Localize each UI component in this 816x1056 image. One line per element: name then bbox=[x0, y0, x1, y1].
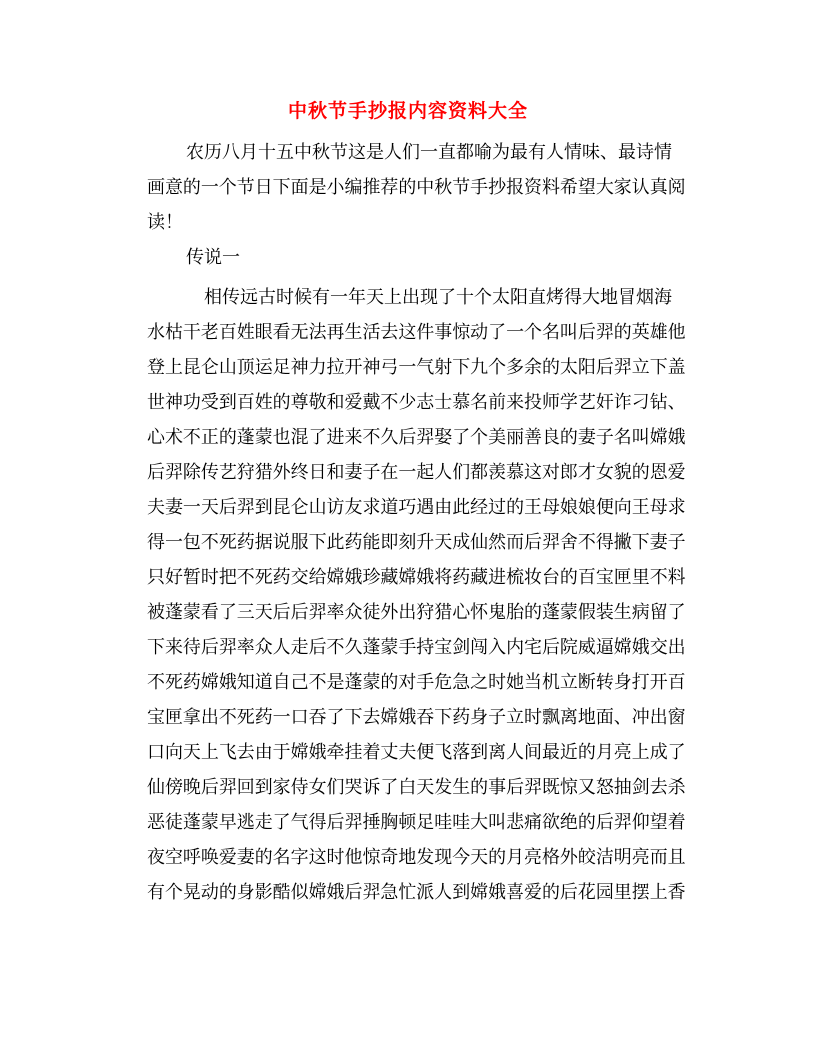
paragraph-line-15: 仙傍晚后羿回到家侍女们哭诉了白天发生的事后羿既惊又怒抽剑去杀 bbox=[147, 777, 686, 798]
paragraph-line-5: 心术不正的蓬蒙也混了进来不久后羿娶了个美丽善良的妻子名叫嫦娥 bbox=[147, 427, 686, 448]
paragraph-line-10: 被蓬蒙看了三天后后羿率众徒外出狩猎心怀鬼胎的蓬蒙假装生病留了 bbox=[147, 602, 686, 623]
paragraph-line-1: 相传远古时候有一年天上出现了十个太阳直烤得大地冒烟海 bbox=[204, 287, 672, 308]
paragraph-line-14: 口向天上飞去由于嫦娥牵挂着丈夫便飞落到离人间最近的月亮上成了 bbox=[147, 742, 686, 763]
section-heading: 传说一 bbox=[186, 247, 240, 268]
intro-line-3: 读！ bbox=[147, 212, 183, 233]
paragraph-line-11: 下来待后羿率众人走后不久蓬蒙手持宝剑闯入内宅后院威逼嫦娥交出 bbox=[147, 637, 686, 658]
paragraph-line-7: 夫妻一天后羿到昆仑山访友求道巧遇由此经过的王母娘娘便向王母求 bbox=[147, 497, 686, 518]
paragraph-line-13: 宝匣拿出不死药一口吞了下去嫦娥吞下药身子立时飘离地面、冲出窗 bbox=[147, 707, 686, 728]
paragraph-line-12: 不死药嫦娥知道自己不是蓬蒙的对手危急之时她当机立断转身打开百 bbox=[147, 672, 686, 693]
paragraph-line-6: 后羿除传艺狩猎外终日和妻子在一起人们都羡慕这对郎才女貌的恩爱 bbox=[147, 462, 686, 483]
document-title: 中秋节手抄报内容资料大全 bbox=[287, 100, 528, 122]
paragraph-line-18: 有个晃动的身影酷似嫦娥后羿急忙派人到嫦娥喜爱的后花园里摆上香 bbox=[147, 882, 686, 903]
paragraph-line-8: 得一包不死药据说服下此药能即刻升天成仙然而后羿舍不得撇下妻子 bbox=[147, 532, 686, 553]
paragraph-line-3: 登上昆仑山顶运足神力拉开神弓一气射下九个多余的太阳后羿立下盖 bbox=[147, 357, 686, 378]
intro-line-2: 画意的一个节日下面是小编推荐的中秋节手抄报资料希望大家认真阅 bbox=[147, 177, 686, 198]
paragraph-line-4: 世神功受到百姓的尊敬和爱戴不少志士慕名前来投师学艺奸诈刁钻、 bbox=[147, 392, 686, 413]
paragraph-line-16: 恶徒蓬蒙早逃走了气得后羿捶胸顿足哇哇大叫悲痛欲绝的后羿仰望着 bbox=[147, 812, 686, 833]
paragraph-line-17: 夜空呼唤爱妻的名字这时他惊奇地发现今天的月亮格外皎洁明亮而且 bbox=[147, 847, 686, 868]
intro-line-1: 农历八月十五中秋节这是人们一直都喻为最有人情味、最诗情 bbox=[186, 142, 672, 163]
paragraph-line-9: 只好暂时把不死药交给嫦娥珍藏嫦娥将药藏进梳妆台的百宝匣里不料 bbox=[147, 567, 686, 588]
paragraph-line-2: 水枯干老百姓眼看无法再生活去这件事惊动了一个名叫后羿的英雄他 bbox=[147, 322, 686, 343]
